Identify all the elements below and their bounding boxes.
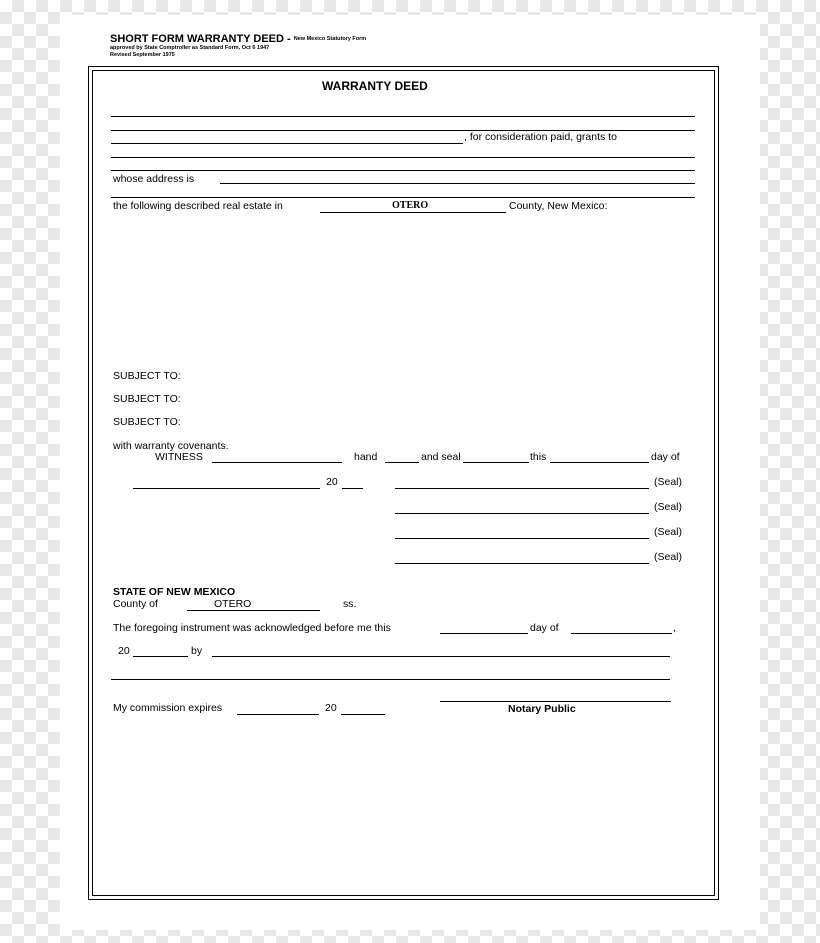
subject-to-1: SUBJECT TO:	[113, 370, 181, 382]
ack-comma: ,	[673, 622, 676, 634]
commission-year-prefix: 20	[325, 702, 337, 714]
date-line[interactable]	[133, 488, 320, 489]
real-estate-label: the following described real estate in	[113, 200, 283, 212]
form-title-text: SHORT FORM WARRANTY DEED -	[110, 33, 291, 45]
ack-county-field[interactable]: OTERO	[214, 598, 252, 610]
address-label: whose address is	[113, 173, 195, 185]
commission-year-line[interactable]	[341, 714, 385, 715]
form-title	[110, 33, 366, 45]
subject-to-2: SUBJECT TO:	[113, 393, 181, 405]
county-field[interactable]: OTERO	[392, 200, 429, 211]
revised-note: Revised September 1975	[110, 52, 175, 58]
ack-year-prefix: 20	[118, 645, 130, 657]
this-line[interactable]	[550, 462, 649, 463]
covenants-text: with warranty covenants.	[113, 440, 229, 452]
notary-label: Notary Public	[508, 703, 576, 715]
seal-label-1: (Seal)	[654, 476, 683, 488]
ack-day-of-label: day of	[530, 622, 559, 634]
ack-year-line[interactable]	[133, 656, 188, 657]
witness-label: WITNESS	[155, 451, 203, 463]
grantor-line-1[interactable]	[111, 116, 695, 117]
by-line[interactable]	[212, 656, 670, 657]
notary-signature-line[interactable]	[440, 701, 671, 702]
hand-label: hand	[354, 451, 378, 463]
signature-line-3[interactable]	[395, 538, 649, 539]
seal-line[interactable]	[463, 462, 529, 463]
and-seal-label: and seal	[421, 451, 461, 463]
commission-label: My commission expires	[113, 702, 223, 714]
state-heading: STATE OF NEW MEXICO	[113, 586, 236, 598]
inner-frame	[92, 70, 715, 896]
seal-label-4: (Seal)	[654, 551, 683, 563]
ss-label: ss.	[343, 598, 357, 610]
grantor-line-3[interactable]	[111, 143, 463, 144]
by-label: by	[191, 645, 203, 657]
ack-name-line[interactable]	[111, 679, 670, 680]
county-line	[320, 212, 506, 213]
day-of-label: day of	[651, 451, 680, 463]
commission-line[interactable]	[237, 714, 319, 715]
grantee-line-2[interactable]	[111, 170, 695, 171]
seal-label-3: (Seal)	[654, 526, 683, 538]
year-prefix: 20	[326, 476, 338, 488]
this-label: this	[530, 451, 547, 463]
ack-this-line[interactable]	[440, 633, 528, 634]
address-line-1[interactable]	[220, 183, 695, 184]
hand-line[interactable]	[385, 462, 419, 463]
county-of-label: County of	[113, 598, 158, 610]
witness-line[interactable]	[212, 462, 342, 463]
signature-line-2[interactable]	[395, 513, 649, 514]
ack-month-line[interactable]	[571, 633, 672, 634]
grantee-line-1[interactable]	[111, 157, 695, 158]
signature-line-4[interactable]	[395, 563, 649, 564]
seal-label-2: (Seal)	[654, 501, 683, 513]
ack-county-line	[187, 610, 320, 611]
consideration-text: , for consideration paid, grants to	[464, 131, 617, 143]
statutory-note: New Mexico Statutory Form	[293, 36, 367, 43]
deed-page	[60, 15, 760, 930]
signature-line-1[interactable]	[395, 488, 649, 489]
foregoing-text: The foregoing instrument was acknowledged before me this	[113, 622, 391, 634]
subject-to-3: SUBJECT TO:	[113, 416, 181, 428]
county-suffix: County, New Mexico:	[509, 200, 608, 212]
year-line[interactable]	[342, 488, 363, 489]
address-line-2[interactable]	[111, 197, 695, 198]
deed-title: WARRANTY DEED	[322, 79, 428, 93]
approved-note: approved by State Comptroller as Standard Form, Oct 6 1947	[110, 45, 270, 51]
